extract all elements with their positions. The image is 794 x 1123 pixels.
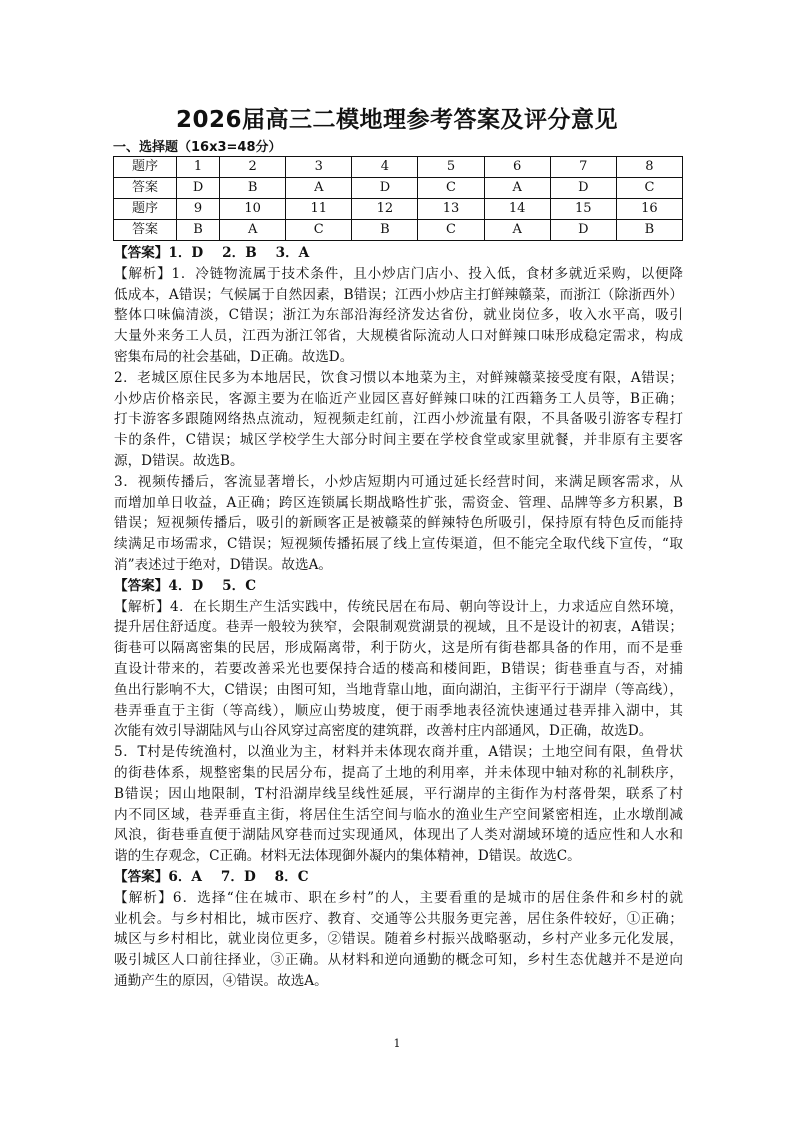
explanation-paragraph — [114, 597, 683, 743]
text-line: 城区与乡村相比，就业岗位更多，②错误。随着乡村振兴战略驱动，乡村产业多元化发展， — [114, 931, 683, 948]
text-line: 通勤产生的原因，④错误。故选A。 — [114, 972, 328, 989]
table-cell: 2 — [220, 157, 286, 178]
text-line: 续满足市场需求，C错误；短视频传播拓展了线上宣传渠道，但不能完全取代线下宣传，“取 — [114, 536, 683, 553]
text-line: 【解析】4．在长期生产生活实践中，传统民居在布局、朝向等设计上，力求适应自然环境， — [114, 598, 683, 615]
table-cell: 12 — [352, 199, 418, 220]
answer-values: 6．A 7．D 8．C — [168, 868, 309, 885]
table-cell: B — [177, 220, 220, 241]
text-line: 整体口味偏清淡，C错误；浙江为东部沿海经济发达省份，就业岗位多，收入水平高，吸引 — [114, 307, 683, 324]
table-cell: 7 — [550, 157, 616, 178]
table-cell: 13 — [418, 199, 484, 220]
text-line: 直设计带来的，若要改善采光也要保持合适的楼高和楼间距，B错误；街巷垂直与否，对捕 — [114, 660, 683, 677]
table-cell: 6 — [484, 157, 550, 178]
row-header: 题序 — [114, 199, 177, 220]
row-header: 题序 — [114, 157, 177, 178]
table-cell: 3 — [286, 157, 352, 178]
answer-label: 【答案】 — [114, 577, 169, 594]
answer-values: 1．D 2．B 3．A — [168, 245, 310, 261]
text-line: 谐的生存观念，C正确。材料无法体现御外凝内的集体精神，D错误。故选C。 — [114, 848, 581, 865]
table-cell: 9 — [177, 199, 220, 220]
table-cell: 10 — [220, 199, 286, 220]
explanation-paragraph — [114, 264, 683, 368]
explanation-paragraph — [114, 472, 683, 576]
table-cell: 4 — [352, 157, 418, 178]
section-heading: 一、选择题（16x3=48分） — [113, 140, 282, 155]
table-cell: D — [550, 220, 616, 241]
explanation-paragraph — [114, 888, 683, 992]
text-line: 2．老城区原住民多为本地居民，饮食习惯以本地菜为主，对鲜辣赣菜接受度有限，A错误； — [114, 369, 683, 386]
text-line: B错误；因山地限制，T村沿湖岸线呈线性延展，平行湖岸的主街作为村落骨架，联系了村 — [114, 785, 683, 802]
row-header: 答案 — [114, 178, 177, 199]
table-cell: A — [220, 220, 286, 241]
table-cell: 11 — [286, 199, 352, 220]
text-line: 【解析】6．选择“住在城市、职在乡村”的人，主要看重的是城市的居住条件和乡村的就 — [114, 889, 683, 906]
table-row — [114, 199, 683, 220]
table-cell: D — [550, 178, 616, 199]
row-header: 答案 — [114, 220, 177, 241]
text-line: 低成本，A错误；气候属于自然因素，B错误；江西小炒店主打鲜辣赣菜，而浙江（除浙西外） — [114, 286, 683, 303]
table-cell: B — [616, 220, 682, 241]
table-cell: C — [418, 220, 484, 241]
table-cell: D — [352, 178, 418, 199]
explanation-body — [114, 243, 683, 992]
document-title: 2026届高三二模地理参考答案及评分意见 — [175, 107, 618, 133]
text-line: 吸引城区人口前往择业，③正确。从材料和逆向通勤的概念可知，乡村生态优越并不是逆向 — [114, 952, 683, 969]
text-line: 街巷可以隔离密集的民居，形成隔离带，利于防火，这是所有街巷都具备的作用，而不是垂 — [114, 640, 683, 657]
text-line: 【解析】1．冷链物流属于技术条件，且小炒店门店小、投入低，食材多就近采购，以便降 — [114, 265, 683, 282]
text-line: 卡的条件，C错误；城区学校学生大部分时间主要在学校食堂或家里就餐，并非原有主要客 — [114, 432, 683, 449]
text-line: 源，D错误。故选B。 — [114, 452, 244, 469]
explanation-paragraph — [114, 742, 683, 867]
table-row — [114, 178, 683, 199]
answer-label: 【答案】 — [114, 868, 169, 885]
table-cell: 15 — [550, 199, 616, 220]
explanation-paragraph — [114, 368, 683, 472]
text-line: 错误；短视频传播后，吸引的新顾客正是被赣菜的鲜辣特色所吸引，保持原有特色反而能持 — [114, 515, 683, 532]
table-cell: A — [484, 178, 550, 199]
answer-table — [113, 156, 683, 241]
answer-line — [114, 576, 683, 597]
answer-line — [114, 243, 683, 264]
table-cell: C — [286, 220, 352, 241]
text-line: 次能有效引导湖陆风与山谷风穿过高密度的建筑群，改善村庄内部通风，D正确，故选D。 — [114, 723, 653, 740]
table-cell: 1 — [177, 157, 220, 178]
text-line: 业机会。与乡村相比，城市医疗、教育、交通等公共服务更完善，居住条件较好，①正确； — [114, 910, 683, 927]
text-line: 大量外来务工人员，江西为浙江邻省，大规模省际流动人口对鲜辣口味形成稳定需求，构成 — [114, 328, 683, 345]
text-line: 风浪，街巷垂直便于湖陆风穿巷而过实现通风，体现出了人类对湖域环境的适应性和人水和 — [114, 827, 683, 844]
text-line: 提升居住舒适度。巷弄一般较为狭窄，会限制观赏湖景的视域，且不是设计的初衷，A错误； — [114, 619, 683, 636]
text-line: 3．视频传播后，客流显著增长，小炒店短期内可通过延长经营时间，来满足顾客需求，从 — [114, 473, 683, 490]
answer-label: 【答案】 — [114, 245, 169, 261]
table-cell: 14 — [484, 199, 550, 220]
table-cell: B — [352, 220, 418, 241]
table-row — [114, 220, 683, 241]
text-line: 小炒店价格亲民，客源主要为在临近产业园区喜好鲜辣口味的江西籍务工人员等，B正确； — [114, 390, 683, 407]
page-number: 1 — [393, 1037, 401, 1050]
text-line: 巷弄垂直于主街（等高线），顺应山势坡度，便于雨季地表径流快速通过巷弄排入湖中，其 — [114, 702, 683, 719]
answer-line — [114, 867, 683, 888]
table-cell: B — [220, 178, 286, 199]
table-row — [114, 157, 683, 178]
text-line: 的街巷体系，规整密集的民居分布，提高了土地的利用率，并未体现中轴对称的礼制秩序， — [114, 764, 683, 781]
text-line: 而增加单日收益，A正确；跨区连锁属长期战略性扩张，需资金、管理、品牌等多方积累，B — [114, 494, 683, 511]
text-line: 消”表述过于绝对，D错误。故选A。 — [114, 556, 332, 573]
text-line: 密集布局的社会基础，D正确。故选D。 — [114, 348, 354, 365]
table-cell: 8 — [616, 157, 682, 178]
table-cell: D — [177, 178, 220, 199]
table-cell: 5 — [418, 157, 484, 178]
table-cell: C — [418, 178, 484, 199]
text-line: 鱼出行影响不大，C错误；由图可知，当地背靠山地，面向湖泊，主街平行于湖岸（等高线）， — [114, 681, 683, 698]
table-cell: 16 — [616, 199, 682, 220]
table-cell: A — [484, 220, 550, 241]
text-line: 5．T村是传统渔村，以渔业为主，材料并未体现农商并重，A错误；土地空间有限，鱼骨状 — [114, 744, 683, 761]
answer-values: 4．D 5．C — [168, 577, 257, 594]
text-line: 内不同区域，巷弄垂直主街，将居住生活空间与临水的渔业生产空间紧密相连，止水墩削减 — [114, 806, 683, 823]
table-cell: A — [286, 178, 352, 199]
table-cell: C — [616, 178, 682, 199]
text-line: 打卡游客多跟随网络热点流动，短视频走红前，江西小炒流量有限，不具备吸引游客专程打 — [114, 411, 683, 428]
